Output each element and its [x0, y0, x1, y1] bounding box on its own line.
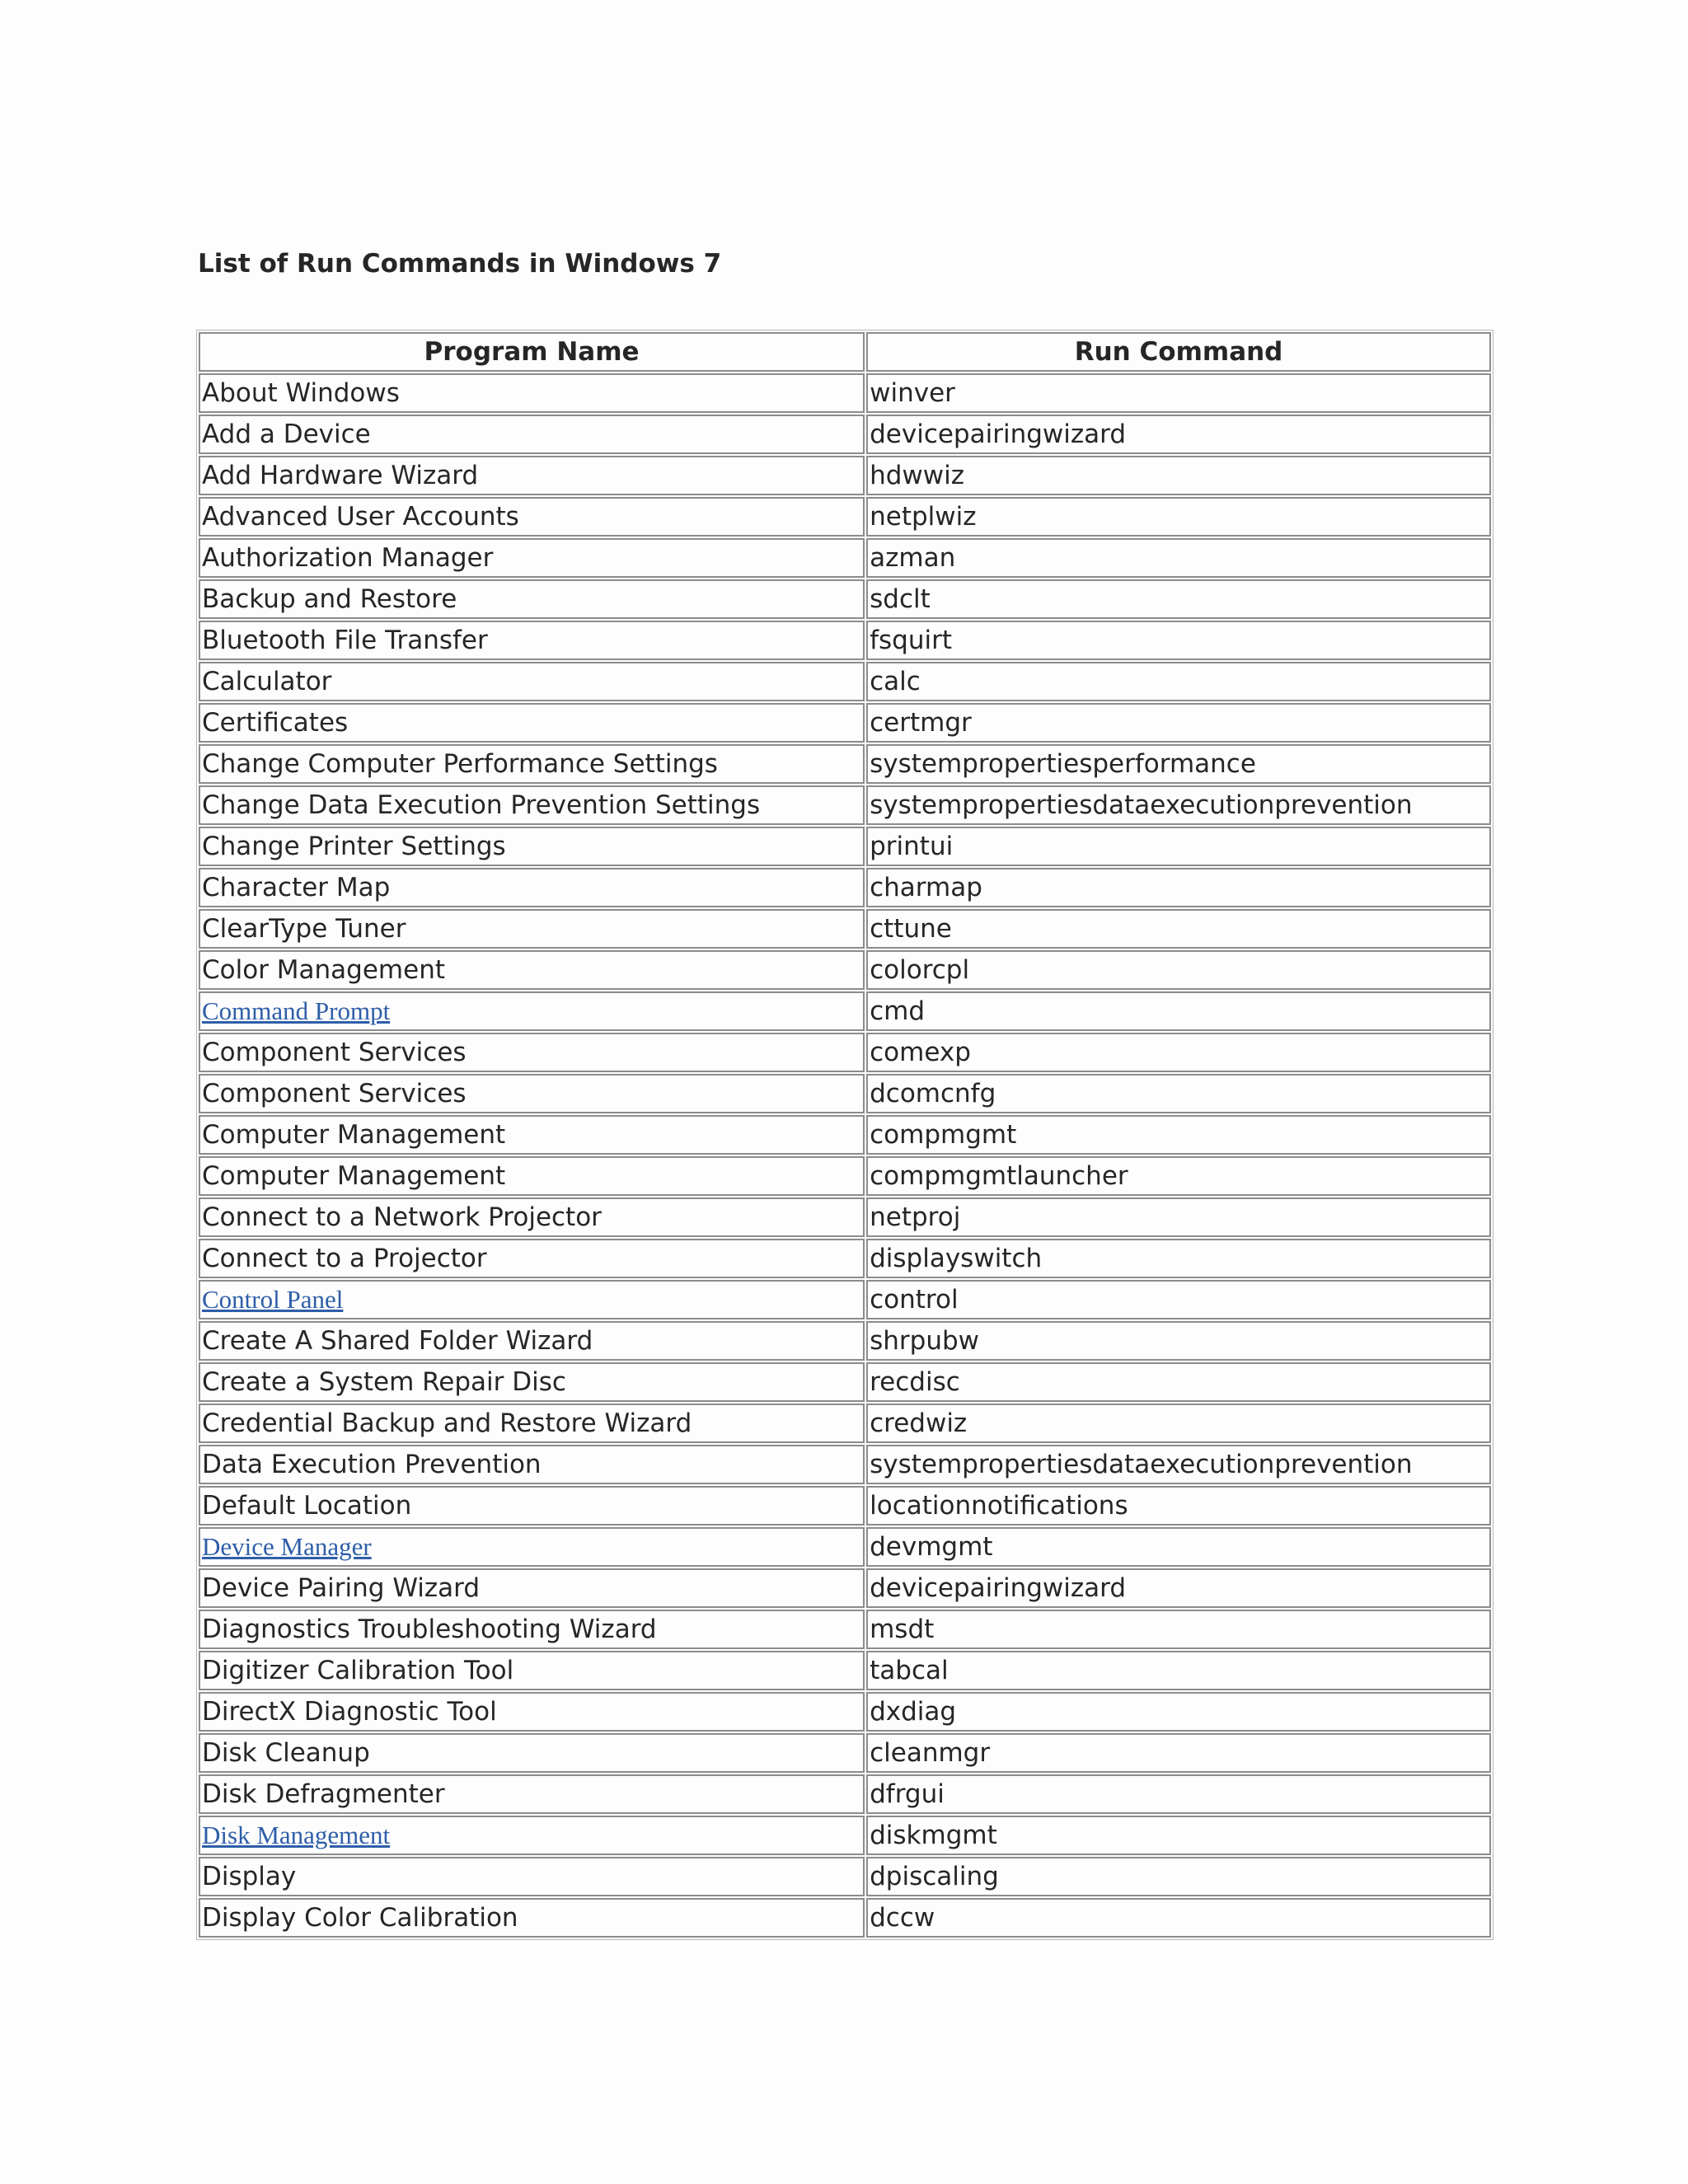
program-name-cell — [199, 373, 865, 413]
program-name-cell — [199, 415, 865, 454]
table-row — [199, 909, 1491, 949]
header-run-command: Run Command — [866, 332, 1491, 372]
program-name-cell — [199, 1651, 865, 1690]
program-name-cell — [199, 1156, 865, 1196]
run-command-cell: certmgr — [866, 703, 1491, 743]
table-row — [199, 1692, 1491, 1732]
program-name-text: Backup and Restore — [202, 584, 457, 614]
table-row — [199, 1362, 1491, 1402]
table-row — [199, 415, 1491, 454]
table-row — [199, 1033, 1491, 1072]
header-program-name: Program Name — [199, 332, 865, 372]
table-row — [199, 1527, 1491, 1567]
run-command-cell: locationnotifications — [866, 1486, 1491, 1526]
program-name-text: Computer Management — [202, 1120, 506, 1150]
table-row — [199, 456, 1491, 495]
program-name-text: Display Color Calibration — [202, 1903, 518, 1933]
run-command-cell: recdisc — [866, 1362, 1491, 1402]
table-row — [199, 373, 1491, 413]
run-command-cell: devmgmt — [866, 1527, 1491, 1567]
program-name-text: Character Map — [202, 873, 391, 902]
program-name-text: Change Printer Settings — [202, 832, 506, 861]
table-row — [199, 1115, 1491, 1155]
program-name-cell — [199, 703, 865, 743]
table-body — [199, 373, 1491, 1938]
program-name-text: Digitizer Calibration Tool — [202, 1656, 514, 1685]
program-name-cell — [199, 662, 865, 701]
table-row — [199, 538, 1491, 578]
program-name-text: Advanced User Accounts — [202, 502, 519, 532]
run-command-cell: control — [866, 1280, 1491, 1319]
run-command-cell: colorcpl — [866, 950, 1491, 990]
run-command-cell: charmap — [866, 868, 1491, 907]
program-link[interactable]: Disk Management — [202, 1821, 391, 1849]
program-name-cell — [199, 1321, 865, 1361]
run-command-cell: calc — [866, 662, 1491, 701]
run-command-cell: dcomcnfg — [866, 1074, 1491, 1113]
program-name-cell — [199, 579, 865, 619]
table-row — [199, 1197, 1491, 1237]
table-row — [199, 1239, 1491, 1278]
program-name-cell — [199, 1115, 865, 1155]
program-name-text: Device Pairing Wizard — [202, 1573, 481, 1603]
program-name-cell — [199, 868, 865, 907]
run-command-cell: winver — [866, 373, 1491, 413]
program-name-text: DirectX Diagnostic Tool — [202, 1697, 497, 1727]
run-command-cell: fsquirt — [866, 621, 1491, 660]
run-command-cell: dpiscaling — [866, 1857, 1491, 1896]
program-name-cell — [199, 1774, 865, 1814]
program-name-cell — [199, 1074, 865, 1113]
run-command-cell: cmd — [866, 991, 1491, 1031]
program-name-text: Credential Backup and Restore Wizard — [202, 1408, 692, 1438]
program-name-text: Create A Shared Folder Wizard — [202, 1326, 593, 1356]
table-row — [199, 1898, 1491, 1938]
program-name-cell — [199, 1239, 865, 1278]
program-name-cell — [199, 538, 865, 578]
program-name-cell — [199, 1197, 865, 1237]
table-row — [199, 579, 1491, 619]
table-row — [199, 1816, 1491, 1855]
table-row — [199, 1321, 1491, 1361]
program-name-text: Certificates — [202, 708, 349, 738]
table-row — [199, 1404, 1491, 1443]
program-name-text: Color Management — [202, 955, 445, 985]
run-command-cell: netproj — [866, 1197, 1491, 1237]
run-command-cell: systempropertiesdataexecutionprevention — [866, 785, 1491, 825]
program-name-cell — [199, 621, 865, 660]
table-header-row — [199, 332, 1491, 372]
run-command-cell: devicepairingwizard — [866, 1568, 1491, 1608]
table-row — [199, 1280, 1491, 1319]
table-row — [199, 1651, 1491, 1690]
program-name-text: ClearType Tuner — [202, 914, 406, 944]
run-command-cell: netplwiz — [866, 497, 1491, 537]
run-command-cell: tabcal — [866, 1651, 1491, 1690]
program-name-cell — [199, 1610, 865, 1649]
program-name-text: Add a Device — [202, 419, 371, 449]
run-command-cell: systempropertiesdataexecutionprevention — [866, 1445, 1491, 1484]
run-commands-table — [196, 330, 1493, 1940]
table-row — [199, 1568, 1491, 1608]
program-name-cell — [199, 1445, 865, 1484]
run-command-cell: printui — [866, 827, 1491, 866]
program-name-text: Create a System Repair Disc — [202, 1367, 566, 1397]
run-command-cell: dfrgui — [866, 1774, 1491, 1814]
program-name-cell — [199, 1692, 865, 1732]
run-command-cell: dxdiag — [866, 1692, 1491, 1732]
program-name-cell — [199, 497, 865, 537]
program-name-cell — [199, 456, 865, 495]
program-name-text: Authorization Manager — [202, 543, 494, 573]
program-name-text: About Windows — [202, 378, 400, 408]
program-name-cell — [199, 1527, 865, 1567]
table-row — [199, 1610, 1491, 1649]
table-row — [199, 744, 1491, 784]
program-name-cell — [199, 744, 865, 784]
run-command-cell: devicepairingwizard — [866, 415, 1491, 454]
table-row — [199, 991, 1491, 1031]
table-row — [199, 703, 1491, 743]
program-name-cell — [199, 1568, 865, 1608]
page-title: List of Run Commands in Windows 7 — [198, 249, 722, 279]
run-command-cell: sdclt — [866, 579, 1491, 619]
run-command-cell: compmgmtlauncher — [866, 1156, 1491, 1196]
program-name-text: Display — [202, 1862, 297, 1891]
table-row — [199, 868, 1491, 907]
table-row — [199, 1445, 1491, 1484]
program-name-text: Calculator — [202, 667, 332, 696]
table-row — [199, 827, 1491, 866]
run-command-cell: systempropertiesperformance — [866, 744, 1491, 784]
table-row — [199, 497, 1491, 537]
table-row — [199, 621, 1491, 660]
program-link[interactable]: Device Manager — [202, 1532, 372, 1561]
run-command-cell: credwiz — [866, 1404, 1491, 1443]
program-name-cell — [199, 1404, 865, 1443]
program-name-cell — [199, 1857, 865, 1896]
program-name-cell — [199, 1486, 865, 1526]
run-command-cell: msdt — [866, 1610, 1491, 1649]
program-name-cell — [199, 950, 865, 990]
table-row — [199, 785, 1491, 825]
program-name-cell — [199, 1733, 865, 1773]
run-command-cell: cleanmgr — [866, 1733, 1491, 1773]
program-name-cell — [199, 1816, 865, 1855]
table-row — [199, 1857, 1491, 1896]
program-name-text: Change Computer Performance Settings — [202, 749, 718, 779]
table-row — [199, 950, 1491, 990]
table-row — [199, 1156, 1491, 1196]
program-name-text: Connect to a Projector — [202, 1244, 487, 1273]
program-name-text: Computer Management — [202, 1161, 506, 1191]
program-name-cell — [199, 1280, 865, 1319]
program-name-cell — [199, 991, 865, 1031]
run-command-cell: displayswitch — [866, 1239, 1491, 1278]
run-command-cell: comexp — [866, 1033, 1491, 1072]
program-name-cell — [199, 1033, 865, 1072]
table-row — [199, 1074, 1491, 1113]
run-command-cell: hdwwiz — [866, 456, 1491, 495]
program-name-text: Component Services — [202, 1038, 467, 1067]
table-row — [199, 1733, 1491, 1773]
program-name-text: Change Data Execution Prevention Settings — [202, 790, 761, 820]
table-row — [199, 1486, 1491, 1526]
program-name-cell — [199, 827, 865, 866]
program-name-text: Add Hardware Wizard — [202, 461, 479, 490]
program-link[interactable]: Control Panel — [202, 1285, 344, 1314]
program-name-text: Default Location — [202, 1491, 412, 1521]
run-command-cell: diskmgmt — [866, 1816, 1491, 1855]
program-name-cell — [199, 785, 865, 825]
program-name-cell — [199, 909, 865, 949]
program-name-text: Diagnostics Troubleshooting Wizard — [202, 1615, 657, 1644]
program-name-text: Data Execution Prevention — [202, 1450, 542, 1479]
program-name-text: Component Services — [202, 1079, 467, 1108]
program-name-text: Bluetooth File Transfer — [202, 626, 488, 655]
run-command-cell: azman — [866, 538, 1491, 578]
program-name-text: Disk Cleanup — [202, 1738, 370, 1768]
program-name-cell — [199, 1898, 865, 1938]
table-row — [199, 1774, 1491, 1814]
run-command-cell: shrpubw — [866, 1321, 1491, 1361]
run-command-cell: compmgmt — [866, 1115, 1491, 1155]
program-name-text: Connect to a Network Projector — [202, 1202, 602, 1232]
run-command-cell: dccw — [866, 1898, 1491, 1938]
table-row — [199, 662, 1491, 701]
program-name-cell — [199, 1362, 865, 1402]
program-name-text: Disk Defragmenter — [202, 1779, 445, 1809]
program-link[interactable]: Command Prompt — [202, 996, 391, 1025]
run-command-cell: cttune — [866, 909, 1491, 949]
